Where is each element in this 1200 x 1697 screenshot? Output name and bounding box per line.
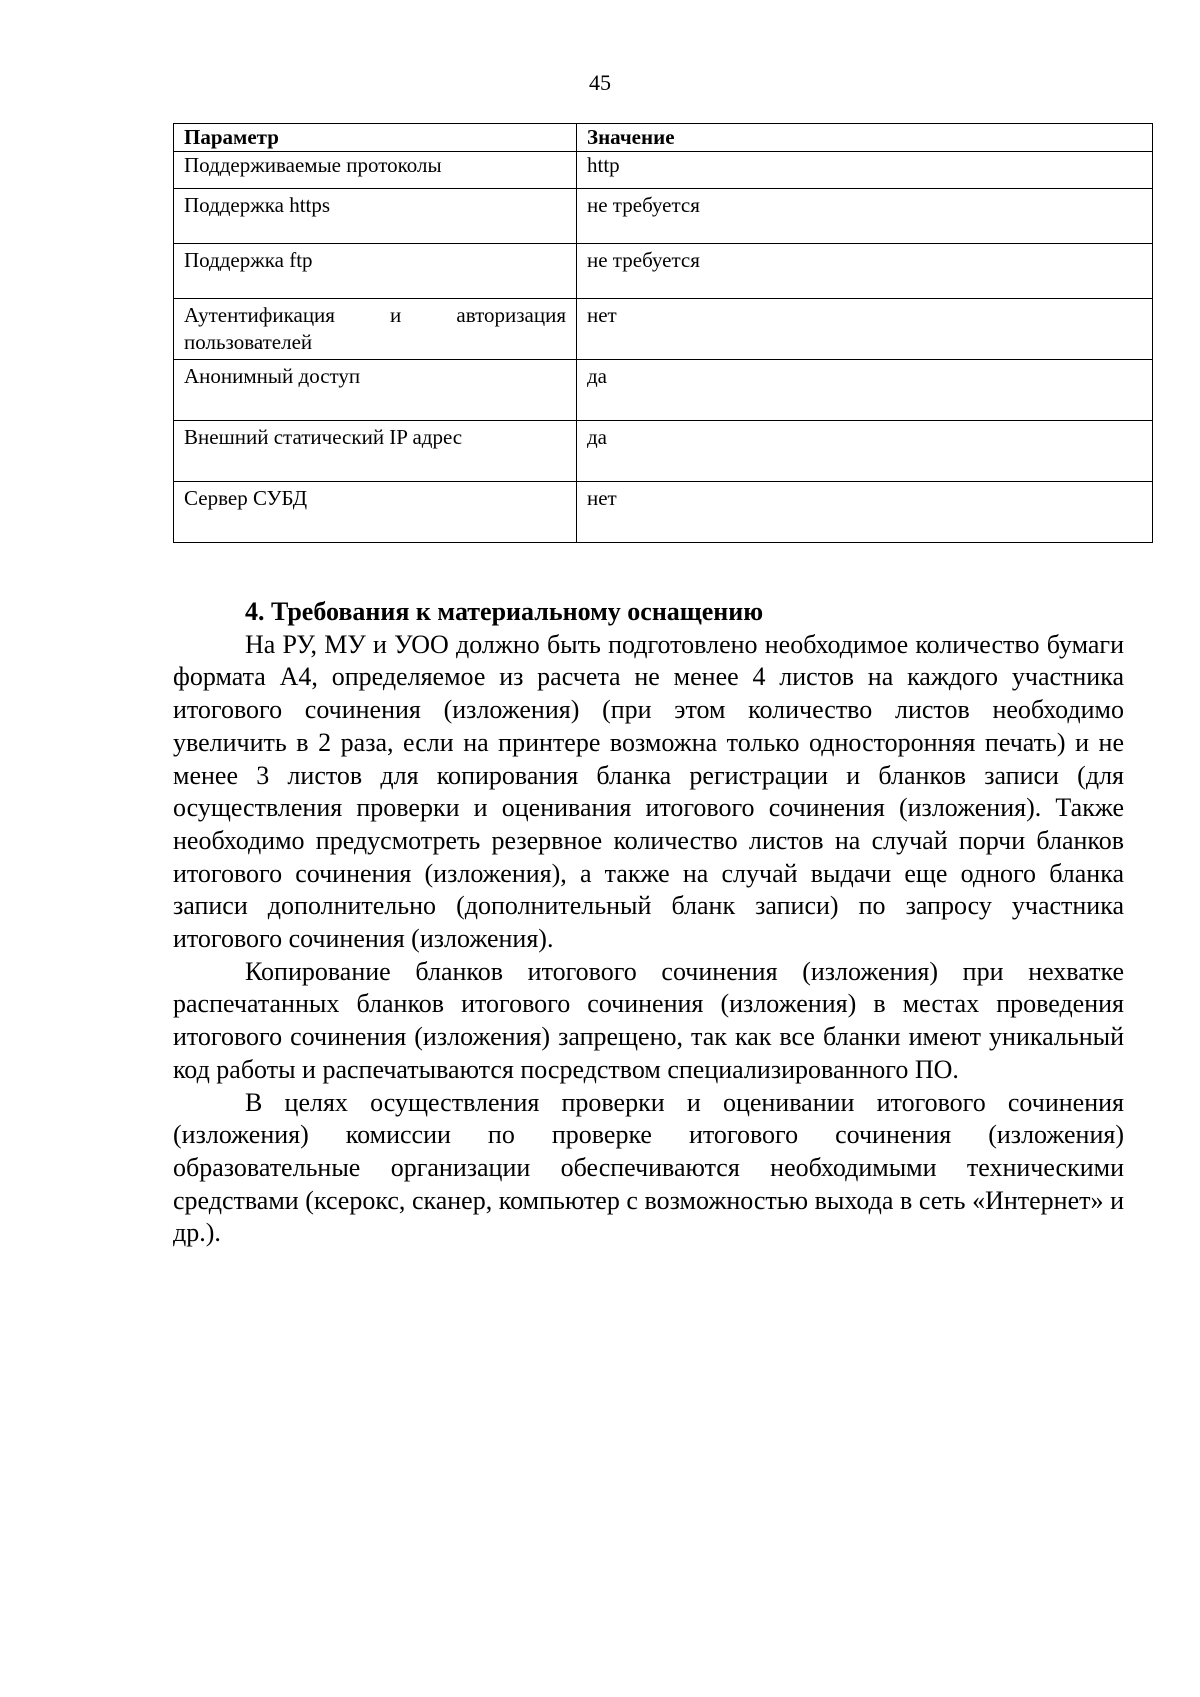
table-row (174, 189, 1153, 244)
table-header-row (174, 124, 1153, 152)
table-row (174, 360, 1153, 421)
table-row (174, 421, 1153, 482)
column-header-value: Значение (577, 124, 1153, 152)
table-cell-param-line: пользователей (184, 330, 313, 354)
table-cell-param: Анонимный доступ (174, 360, 577, 421)
table-cell-value: да (577, 360, 1153, 421)
table-cell-param: Внешний статический IP адрес (174, 421, 577, 482)
table-cell-value: не требуется (577, 189, 1153, 244)
table-row (174, 244, 1153, 299)
section-body (173, 596, 1124, 1250)
paragraph: На РУ, МУ и УОО должно быть подготовлено необходимое количество бумаги формата А4, определяемое из расчета не менее 4 листов на каждого участника итогового сочинения (изложения) (при этом количество листов необходимо увеличить в 2 раза, если на принтере возможна только односторонняя печать) и не менее 3 листов для копирования бланка регистрации и бланков записи (для осуществления проверки и оценивания итогового сочинения (изложения). Также необходимо предусмотреть резервное количество листов на случай порчи бланков итогового сочинения (изложения), а также на случай выдачи еще одного бланка записи дополнительно (дополнительный бланк записи) по запросу участника итогового сочинения (изложения). (173, 629, 1124, 954)
table-cell-param: Поддержка ftp (174, 244, 577, 299)
table-cell-param (174, 299, 577, 360)
table-cell-value: да (577, 421, 1153, 482)
table-row (174, 482, 1153, 543)
page-number: 45 (589, 70, 611, 95)
table-row (174, 299, 1153, 360)
table-cell-value: http (577, 152, 1153, 189)
table-cell-param-line: Аутентификация и авторизация (184, 303, 566, 327)
table-cell-value: нет (577, 299, 1153, 360)
table-cell-param: Поддержка https (174, 189, 577, 244)
table-cell-value: нет (577, 482, 1153, 543)
table-cell-param: Поддерживаемые протоколы (174, 152, 577, 189)
section-heading: 4. Требования к материальному оснащению (245, 597, 764, 626)
paragraph: Копирование бланков итогового сочинения (изложения) при нехватке распечатанных бланков итогового сочинения (изложения) в местах проведения итогового сочинения (изложения) запрещено, так как все бланки имеют уникальный код работы и распечатываются посредством специализированного ПО. (173, 956, 1124, 1084)
table-cell-value: не требуется (577, 244, 1153, 299)
paragraph: В целях осуществления проверки и оценивании итогового сочинения (изложения) комиссии по проверке итогового сочинения (изложения) образовательные организации обеспечиваются необходимыми техническими средствами (ксерокс, сканер, компьютер с возможностью выхода в сеть «Интернет» и др.). (173, 1087, 1124, 1248)
column-header-parameter: Параметр (174, 124, 577, 152)
table-row (174, 152, 1153, 189)
table-cell-param: Сервер СУБД (174, 482, 577, 543)
parameters-table (173, 123, 1153, 543)
